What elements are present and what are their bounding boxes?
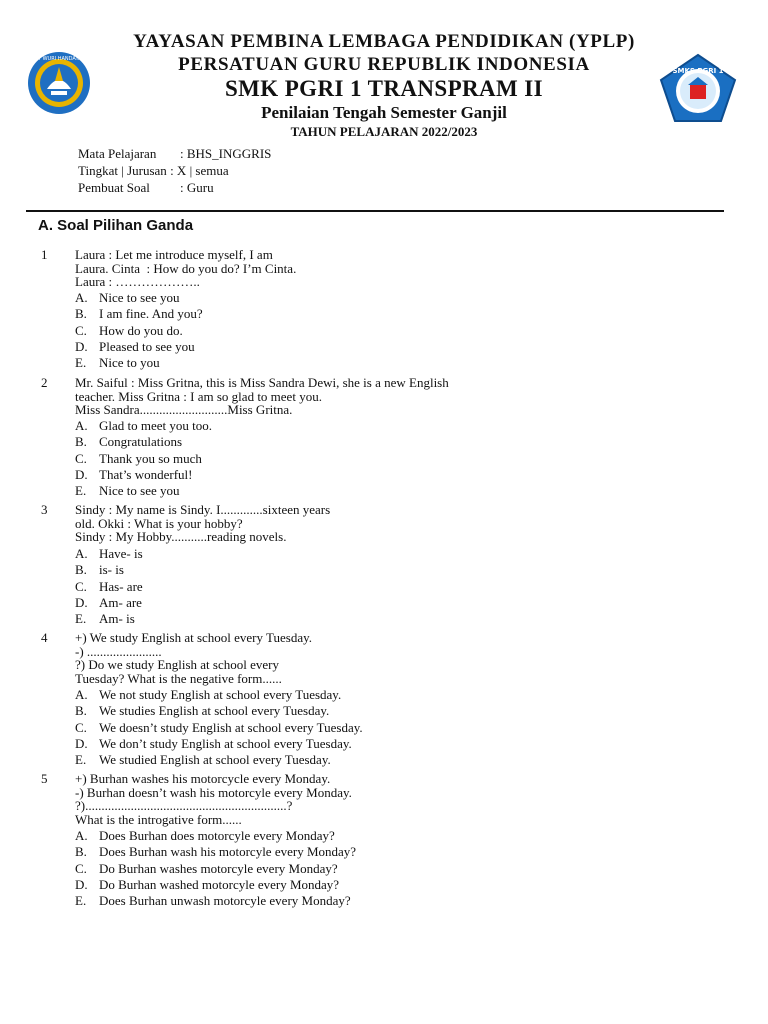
option-text: Pleased to see you [99, 338, 195, 354]
option-text: How do you do. [99, 322, 183, 338]
question-number: 3 [41, 502, 48, 517]
meta-author-row [78, 179, 271, 196]
stem-line: Laura. Cinta : How do you do? I’m Cinta. [75, 260, 297, 276]
exam-meta [78, 145, 271, 196]
option-letter: C. [75, 719, 87, 735]
stem-line: teacher. Miss Gritna : I am so glad to meet you. [75, 388, 322, 404]
meta-subject-row [78, 145, 271, 162]
option-text: Do Burhan washed motorcyle every Monday? [99, 876, 340, 892]
option-letter: A. [75, 546, 88, 561]
stem-line: Miss Sandra...........................Miss Gritna. [75, 402, 293, 417]
answer-option[interactable] [75, 339, 203, 355]
stem-line: ?) Do we study English at school every [75, 657, 279, 672]
document-header [0, 26, 768, 140]
question-stem [75, 631, 495, 685]
answer-option[interactable] [75, 861, 356, 877]
option-text: Glad to meet you too. [99, 418, 213, 433]
question-stem [75, 503, 495, 544]
question-number: 5 [41, 771, 48, 786]
option-text: Nice to you [99, 355, 160, 371]
option-letter: D. [75, 466, 88, 482]
answer-options [75, 828, 356, 909]
stem-line: -) ....................... [75, 643, 162, 659]
answer-option[interactable] [75, 418, 212, 434]
option-text: Do Burhan washes motorcyle every Monday? [99, 860, 338, 876]
option-letter: C. [75, 860, 87, 876]
stem-line: Laura : Let me introduce myself, I am [75, 247, 273, 262]
answer-option[interactable] [75, 467, 212, 483]
stem-line: ?)..............................................................? [75, 798, 293, 813]
option-text: I am fine. And you? [99, 306, 203, 322]
answer-option[interactable] [75, 290, 203, 306]
stem-line: Sindy : My name is Sindy. I.............sixteen years [75, 502, 331, 517]
answer-option[interactable] [75, 893, 356, 909]
question-stem [75, 248, 495, 289]
answer-option[interactable] [75, 451, 212, 467]
stem-line: Tuesday? What is the negative form...... [75, 670, 282, 686]
option-text: We don’t study English at school every Tuesday. [99, 735, 352, 751]
stem-line: Laura : ……………….. [75, 274, 200, 289]
answer-option[interactable] [75, 595, 143, 611]
option-text: Congratulations [99, 434, 183, 450]
answer-option[interactable] [75, 306, 203, 322]
option-letter: A. [75, 290, 88, 305]
option-letter: C. [75, 578, 87, 594]
meta-subject-label: Mata Pelajaran [78, 146, 157, 161]
meta-level-row [78, 162, 271, 179]
meta-author-value: : Guru [180, 180, 214, 195]
option-text: Nice to see you [99, 290, 180, 305]
answer-option[interactable] [75, 434, 212, 450]
option-text: Does Burhan wash his motorcyle every Monday? [99, 844, 357, 860]
option-letter: B. [75, 434, 87, 450]
answer-option[interactable] [75, 611, 143, 627]
option-letter: E. [75, 752, 87, 768]
association-name: PERSATUAN GURU REPUBLIK INDONESIA [178, 54, 590, 75]
option-text: We not study English at school every Tuesday. [99, 687, 342, 702]
meta-level-value: : X | semua [166, 163, 229, 178]
answer-option[interactable] [75, 546, 143, 562]
option-letter: A. [75, 687, 88, 702]
option-letter: D. [75, 876, 88, 892]
option-text: Nice to see you [99, 483, 180, 499]
option-letter: C. [75, 450, 87, 466]
option-text: Am- is [99, 611, 135, 627]
logo-right-caption: SMKS PGRI 1 [672, 67, 724, 75]
stem-line: -) Burhan doesn’t wash his motorcyle every Monday. [75, 784, 352, 800]
logo-left-caption: TUT WURI HANDAYANI [31, 56, 87, 62]
question-stem [75, 772, 495, 826]
option-letter: E. [75, 483, 87, 499]
stem-line: Sindy : My Hobby...........reading novels. [75, 529, 287, 544]
option-text: Has- are [99, 578, 143, 594]
option-text: We studies English at school every Tuesday. [99, 703, 330, 719]
question-number: 4 [41, 630, 48, 645]
stem-line: +) We study English at school every Tuesday. [75, 630, 313, 645]
option-text: is- is [99, 562, 124, 578]
answer-options [75, 546, 143, 627]
option-letter: E. [75, 355, 87, 371]
option-text: Have- is [99, 546, 143, 561]
option-text: Does Burhan unwash motorcyle every Monday? [99, 893, 351, 909]
answer-option[interactable] [75, 752, 363, 768]
answer-option[interactable] [75, 483, 212, 499]
answer-options [75, 418, 212, 499]
meta-level-label: Tingkat | Jurusan [78, 163, 167, 178]
option-text: We doesn’t study English at school every Tuesday. [99, 719, 363, 735]
question-number: 1 [41, 247, 48, 262]
option-letter: B. [75, 306, 87, 322]
answer-option[interactable] [75, 828, 356, 844]
answer-option[interactable] [75, 844, 356, 860]
option-text: Thank you so much [99, 450, 202, 466]
option-letter: A. [75, 418, 88, 433]
answer-option[interactable] [75, 736, 363, 752]
stem-line: What is the introgative form...... [75, 811, 242, 827]
option-letter: D. [75, 594, 88, 610]
option-letter: B. [75, 844, 87, 860]
option-text: We studied English at school every Tuesday. [99, 752, 331, 768]
question-number: 2 [41, 375, 48, 390]
answer-option[interactable] [75, 703, 363, 719]
exam-title: Penilaian Tengah Semester Ganjil [261, 103, 507, 122]
option-letter: C. [75, 322, 87, 338]
option-letter: B. [75, 562, 87, 578]
answer-option[interactable] [75, 323, 203, 339]
stem-line: old. Okki : What is your hobby? [75, 515, 243, 531]
school-name: SMK PGRI 1 TRANSPRAM II [224, 76, 543, 101]
option-letter: E. [75, 611, 87, 627]
answer-option[interactable] [75, 579, 143, 595]
option-text: That’s wonderful! [99, 466, 193, 482]
option-letter: A. [75, 828, 88, 843]
meta-author-label: Pembuat Soal [78, 180, 150, 195]
answer-option[interactable] [75, 877, 356, 893]
answer-options [75, 687, 363, 768]
meta-subject-value: : BHS_INGGRIS [180, 146, 272, 161]
question-stem [75, 376, 495, 417]
header-divider [26, 210, 724, 212]
answer-option[interactable] [75, 687, 363, 703]
option-letter: E. [75, 893, 87, 909]
foundation-name: YAYASAN PEMBINA LEMBAGA PENDIDIKAN (YPLP) [133, 31, 635, 52]
option-letter: B. [75, 703, 87, 719]
option-letter: D. [75, 735, 88, 751]
option-letter: D. [75, 338, 88, 354]
academic-year: TAHUN PELAJARAN 2022/2023 [290, 124, 478, 139]
answer-option[interactable] [75, 355, 203, 371]
stem-line: +) Burhan washes his motorcycle every Monday. [75, 771, 331, 786]
answer-option[interactable] [75, 562, 143, 578]
stem-line: Mr. Saiful : Miss Gritna, this is Miss Sandra Dewi, she is a new English [75, 375, 449, 390]
answer-option[interactable] [75, 720, 363, 736]
option-text: Does Burhan does motorcyle every Monday? [99, 828, 335, 843]
section-title: A. Soal Pilihan Ganda [38, 217, 194, 234]
answer-options [75, 290, 203, 371]
option-text: Am- are [99, 594, 142, 610]
